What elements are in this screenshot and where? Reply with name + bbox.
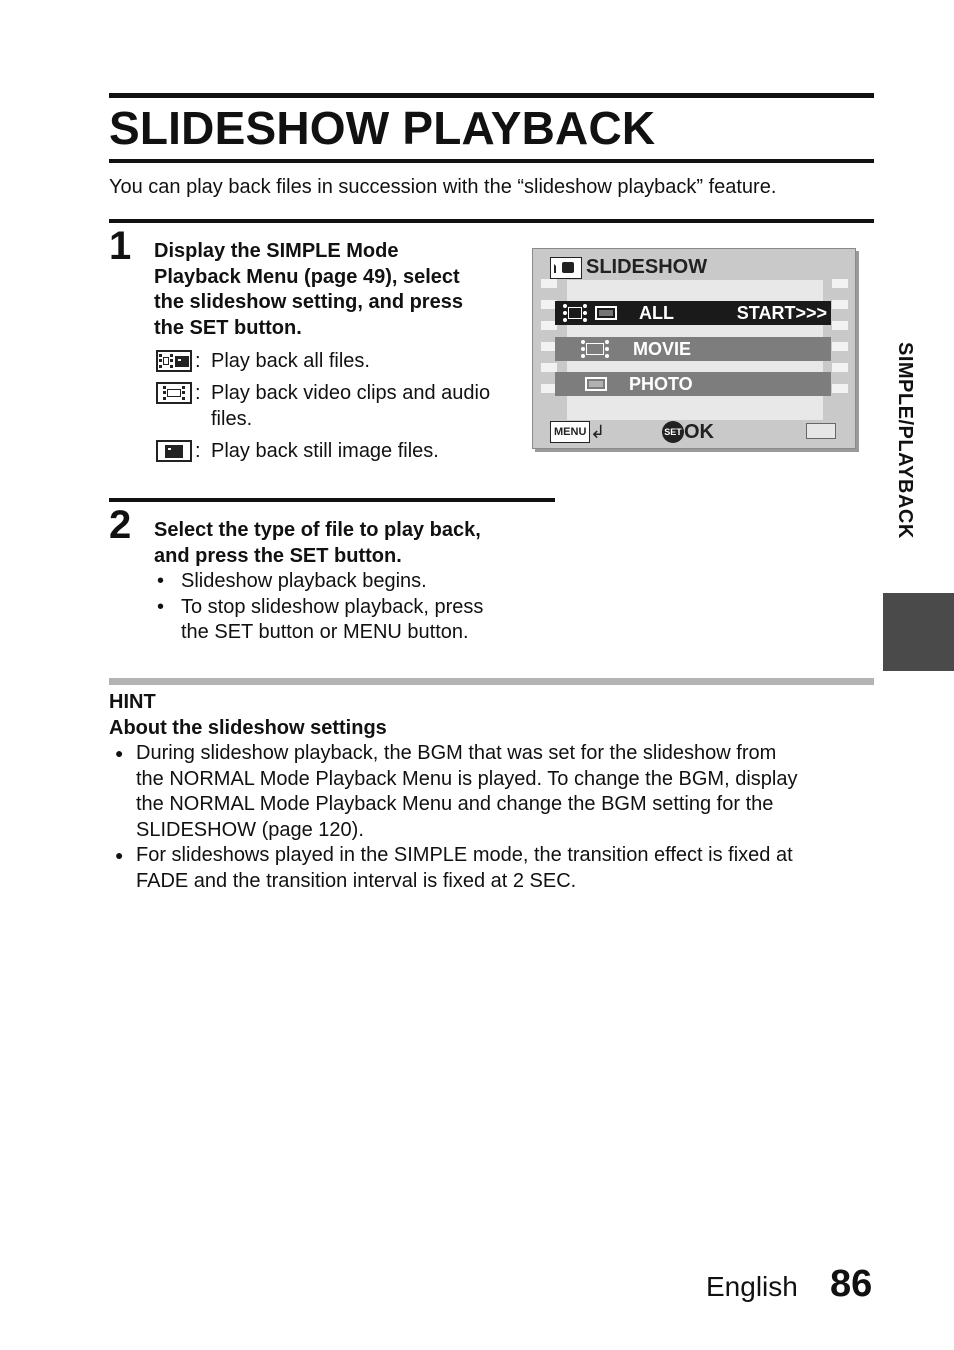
screen-header (550, 256, 707, 279)
option-photo-text: Play back still image files. (211, 440, 439, 462)
step1-instruction-line: Playback Menu (page 49), select (154, 265, 460, 288)
screen-row-photo[interactable] (555, 372, 831, 396)
step1-instruction-line: Display the SIMPLE Mode (154, 240, 399, 262)
slideshow-camera-icon (550, 257, 582, 279)
screen-row-label: MOVIE (633, 338, 692, 359)
set-key-icon: SET (662, 421, 684, 443)
battery-icon (806, 423, 836, 439)
screen-row-label: PHOTO (629, 373, 693, 394)
option-all-text: Play back all files. (211, 350, 370, 372)
screen-row-all[interactable] (555, 301, 831, 325)
screen-row-movie[interactable] (555, 337, 831, 361)
step2-instruction (154, 518, 554, 569)
return-arrow-icon: ↲ (590, 422, 606, 442)
step1-number: 1 (109, 224, 132, 268)
hint-text: For slideshows played in the SIMPLE mode, the transition effect is fixed at (136, 844, 793, 867)
option-movie-text: files. (211, 408, 253, 430)
option-movie-text: Play back video clips and audio (211, 382, 491, 404)
option-movie: : Play back video clips and audio files. (156, 380, 536, 432)
step1-instruction-line: the slideshow setting, and press (154, 291, 463, 313)
bullet-text: Slideshow playback begins. (181, 570, 427, 592)
camera-screen-illustration (532, 248, 856, 449)
hint-text: the NORMAL Mode Playback Menu is played. To change the BGM, display (136, 767, 798, 790)
bullet-text: the SET button or MENU button. (181, 621, 469, 643)
list-item: ● During slideshow playback, the BGM that was set for the slideshow from the NORMAL Mode Playback Menu is played. To change the BGM, display the NORMAL Mode Playback Menu and change the BGM setting for the SLIDESHOW (page 120). (109, 741, 879, 843)
list-item: • To stop slideshow playback, press the SET button or MENU button. (154, 595, 554, 646)
list-item: ● For slideshows played in the SIMPLE mode, the transition effect is fixed at FADE and the transition interval is fixed at 2 SEC. (109, 843, 879, 894)
bullet-text: To stop slideshow playback, press (181, 595, 484, 618)
step2-instruction-line: and press the SET button. (154, 544, 402, 567)
ok-label: OK (684, 421, 714, 443)
photo-icon (585, 377, 607, 391)
option-photo: : Play back still image files. (156, 438, 536, 464)
film-icon (156, 382, 192, 404)
step1-instruction-line: the SET button. (154, 316, 302, 339)
photo-icon-glyph (165, 445, 183, 458)
film-icon (563, 304, 587, 322)
photo-icon (175, 356, 189, 367)
screen-footer (550, 421, 840, 443)
hint-text: During slideshow playback, the BGM that was set for the slideshow from (136, 742, 777, 764)
hint-rule (109, 678, 874, 685)
step1-rule (109, 219, 874, 223)
film-icon (159, 354, 173, 368)
step2-bullets (154, 569, 554, 646)
section-side-label: SIMPLE/PLAYBACK (894, 342, 916, 539)
screen-row-label: ALL (639, 302, 674, 323)
film-strip-right (832, 279, 848, 393)
step2-number: 2 (109, 503, 132, 547)
step1-instruction (154, 239, 524, 341)
hint-list (109, 741, 879, 895)
intro-text: You can play back files in succession with the “slideshow playback” feature. (109, 176, 777, 198)
step1-option-list (156, 348, 536, 464)
film-icon (581, 340, 609, 358)
hint-subtitle: About the slideshow settings (109, 717, 387, 739)
option-all: : Play back all files. (156, 348, 536, 374)
film-icon-glyph (163, 386, 185, 400)
page-title: SLIDESHOW PLAYBACK (109, 102, 656, 154)
photo-icon (595, 306, 617, 320)
title-top-rule (109, 93, 874, 98)
film-and-photo-icon (156, 350, 192, 372)
screen-title: SLIDESHOW (586, 256, 708, 278)
section-tab-marker (883, 593, 954, 671)
hint-text: FADE and the transition interval is fixed at 2 SEC. (136, 869, 577, 892)
menu-key-icon: MENU (550, 421, 590, 443)
page-number: 86 (830, 1263, 873, 1305)
screen-row-action: START>>> (736, 302, 827, 323)
hint-title: HINT (109, 691, 156, 713)
hint-text: SLIDESHOW (page 120). (136, 818, 364, 841)
footer-language: English (706, 1271, 798, 1302)
list-item: • Slideshow playback begins. (154, 569, 554, 595)
title-bottom-rule (109, 159, 874, 163)
step2-rule (109, 498, 555, 502)
photo-icon (156, 440, 192, 462)
step2-instruction-line: Select the type of file to play back, (154, 519, 481, 541)
hint-text: the NORMAL Mode Playback Menu and change the BGM setting for the (136, 793, 774, 816)
